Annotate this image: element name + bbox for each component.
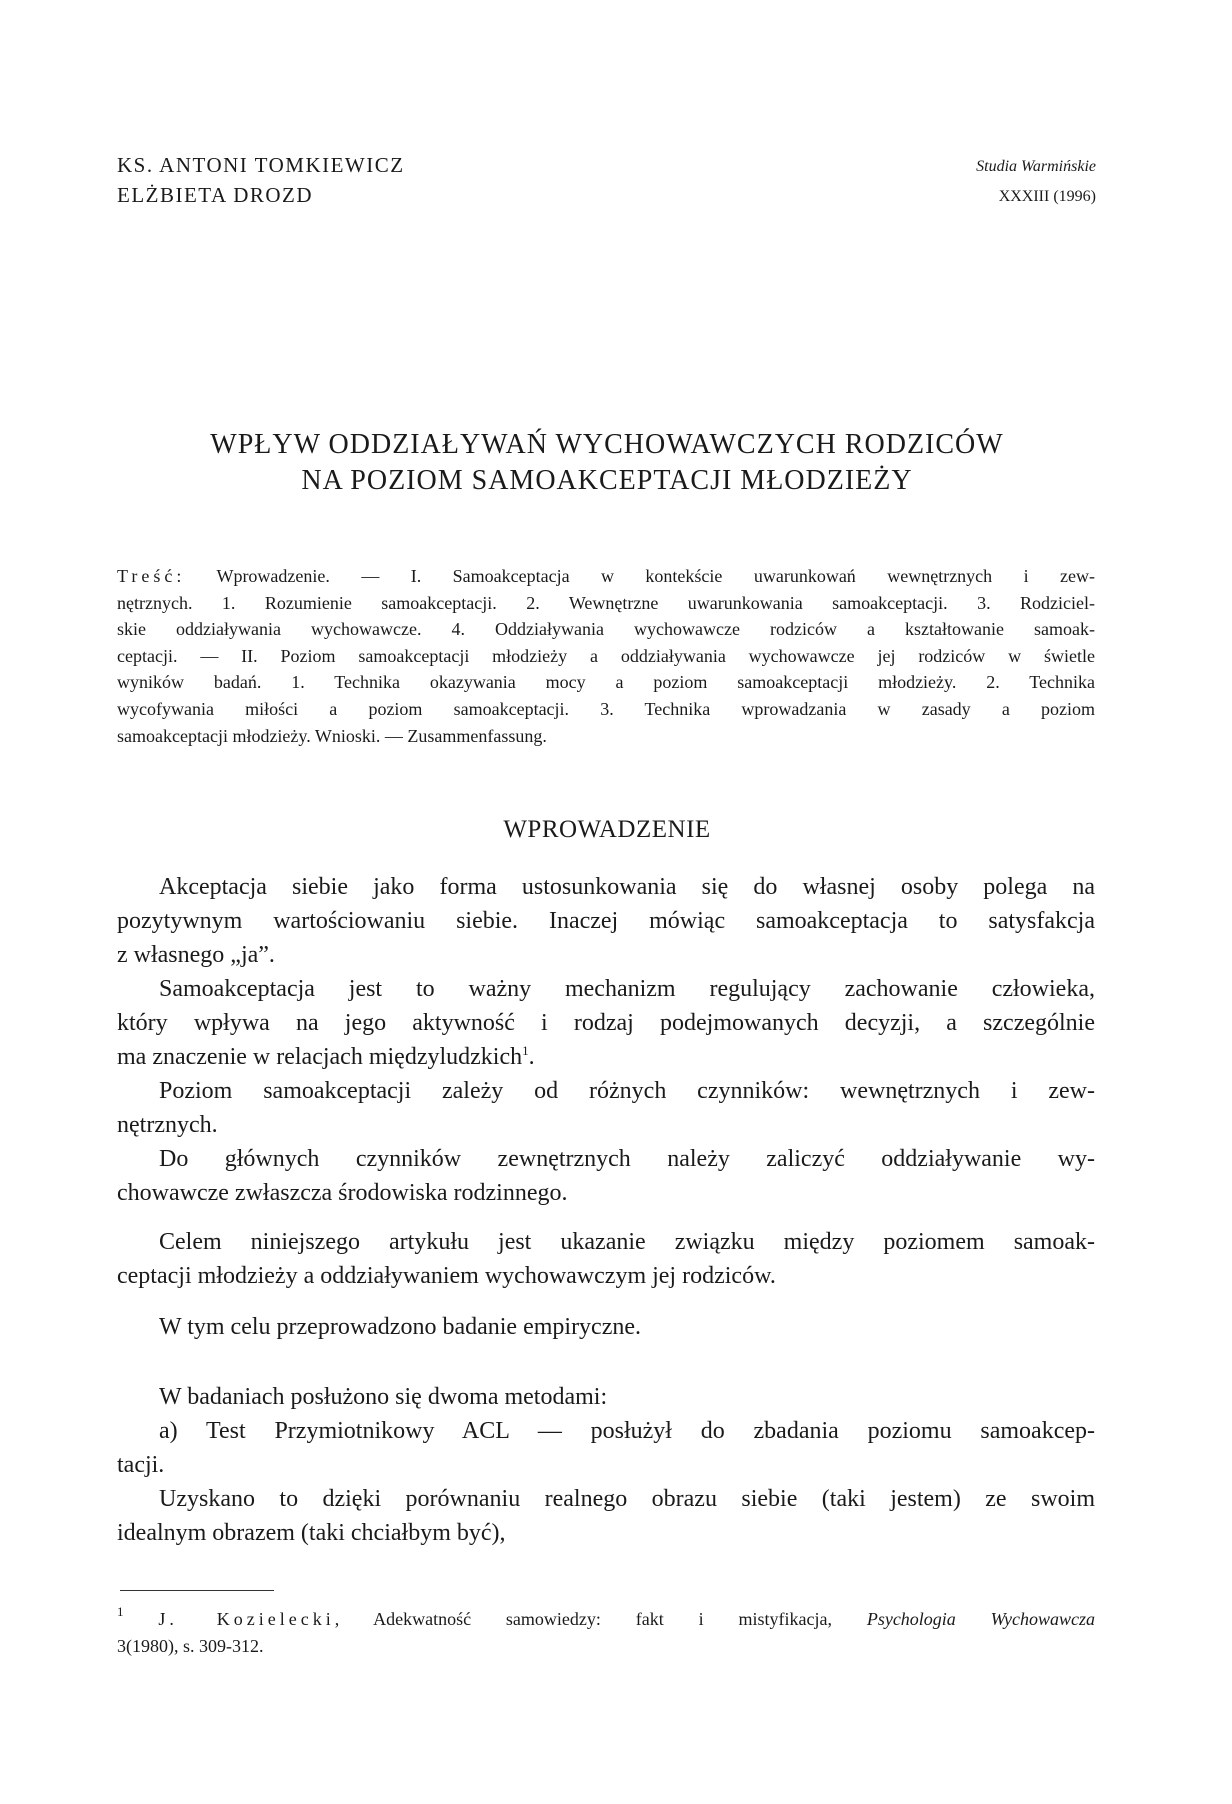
footnote [117, 1606, 1095, 1660]
text-line: który wpływa na jego aktywność i rodzaj podejmowanych decyzji, a szczególnie [117, 1010, 1095, 1036]
text-line: pozytywnym wartościowaniu siebie. Inaczej mówiąc samoakceptacja to satysfakcja [117, 908, 1095, 934]
footnote-divider [120, 1590, 274, 1591]
toc-line: ceptacji. — II. Poziom samoakceptacji młodzieży a oddziaływania wychowawcze jej rodziców w świetle [117, 645, 1095, 666]
text-line: W tym celu przeprowadzono badanie empiryczne. [159, 1314, 642, 1340]
paragraph [117, 1380, 1095, 1550]
text-line: Uzyskano to dzięki porównaniu realnego obrazu siebie (taki jestem) ze swoim [159, 1486, 1095, 1512]
text-line: Do głównych czynników zewnętrznych należy zaliczyć oddziaływanie wy- [159, 1146, 1095, 1172]
table-of-contents [117, 563, 1095, 749]
text-line: z własnego „ja”. [117, 942, 275, 968]
section-heading: WPROWADZENIE [503, 816, 711, 843]
footnote-line: 3(1980), s. 309-312. [117, 1636, 264, 1656]
paragraph [117, 1310, 1095, 1344]
article-title [117, 427, 1097, 499]
toc-line: samoakceptacji młodzieży. Wnioski. — Zusammenfassung. [117, 725, 547, 746]
text-fragment: . [528, 1044, 535, 1070]
text-line: chowawcze zwłaszcza środowiska rodzinnego. [117, 1180, 568, 1206]
text-line: Poziom samoakceptacji zależy od różnych czynników: wewnętrznych i zew- [159, 1078, 1095, 1104]
journal-name: Studia Warmińskie [976, 158, 1096, 175]
toc-line: wycofywania miłości a poziom samoakceptacji. 3. Technika wprowadzania w zasady a poziom [117, 698, 1095, 719]
text-line: tacji. [117, 1452, 165, 1478]
toc-line: Wprowadzenie. — I. Samoakceptacja w kontekście uwarunkowań wewnętrznych i zew- [216, 566, 1095, 586]
author-name: KS. ANTONI TOMKIEWICZ [117, 153, 405, 177]
text-line: a) Test Przymiotnikowy ACL — posłużył do zbadania poziomu samoakcep- [159, 1418, 1095, 1444]
text-fragment: ma znaczenie w relacjach międzyludzkich [117, 1044, 523, 1070]
text-line: ceptacji młodzieży a oddziaływaniem wychowawczym jej rodziców. [117, 1263, 776, 1289]
author-name: ELŻBIETA DROZD [117, 183, 314, 207]
title-line: WPŁYW ODDZIAŁYWAŃ WYCHOWAWCZYCH RODZICÓW [210, 429, 1004, 460]
footnote-text: , Adekwatność samowiedzy: fakt i mistyfikacja, [334, 1609, 867, 1629]
journal-volume: XXXIII (1996) [998, 188, 1096, 205]
toc-line: nętrznych. 1. Rozumienie samoakceptacji. 2. Wewnętrzne uwarunkowania samoakceptacji. 3. Rodziciel- [117, 592, 1095, 613]
paragraph [117, 870, 1095, 1210]
text-line: nętrznych. [117, 1112, 218, 1138]
footnote-line [117, 1606, 1095, 1633]
text-line: idealnym obrazem (taki chciałbym być), [117, 1520, 506, 1546]
text-line: W badaniach posłużono się dwoma metodami: [159, 1384, 608, 1410]
text-line: Celem niniejszego artykułu jest ukazanie związku między poziomem samoak- [159, 1229, 1095, 1255]
footnote-author: J. Kozielecki [158, 1609, 335, 1629]
paragraph [117, 1225, 1095, 1293]
toc-label: Treść: [117, 566, 186, 586]
text-line [117, 1040, 1095, 1074]
text-line: Akceptacja siebie jako forma ustosunkowania się do własnej osoby polega na [159, 874, 1095, 900]
authors-block [117, 150, 405, 210]
toc-line: skie oddziaływania wychowawcze. 4. Oddziaływania wychowawcze rodziców a kształtowanie samoak- [117, 619, 1095, 640]
footnote-journal: Psychologia Wychowawcza [866, 1609, 1096, 1629]
text-line: Samoakceptacja jest to ważny mechanizm regulujący zachowanie człowieka, [159, 976, 1095, 1002]
footnote-ref: 1 [522, 1043, 529, 1058]
toc-line: wyników badań. 1. Technika okazywania mocy a poziom samoakceptacji młodzieży. 2. Technika [117, 672, 1095, 693]
footnote-marker: 1 [117, 1604, 124, 1619]
journal-info [976, 152, 1096, 212]
title-line: NA POZIOM SAMOAKCEPTACJI MŁODZIEŻY [301, 465, 913, 496]
